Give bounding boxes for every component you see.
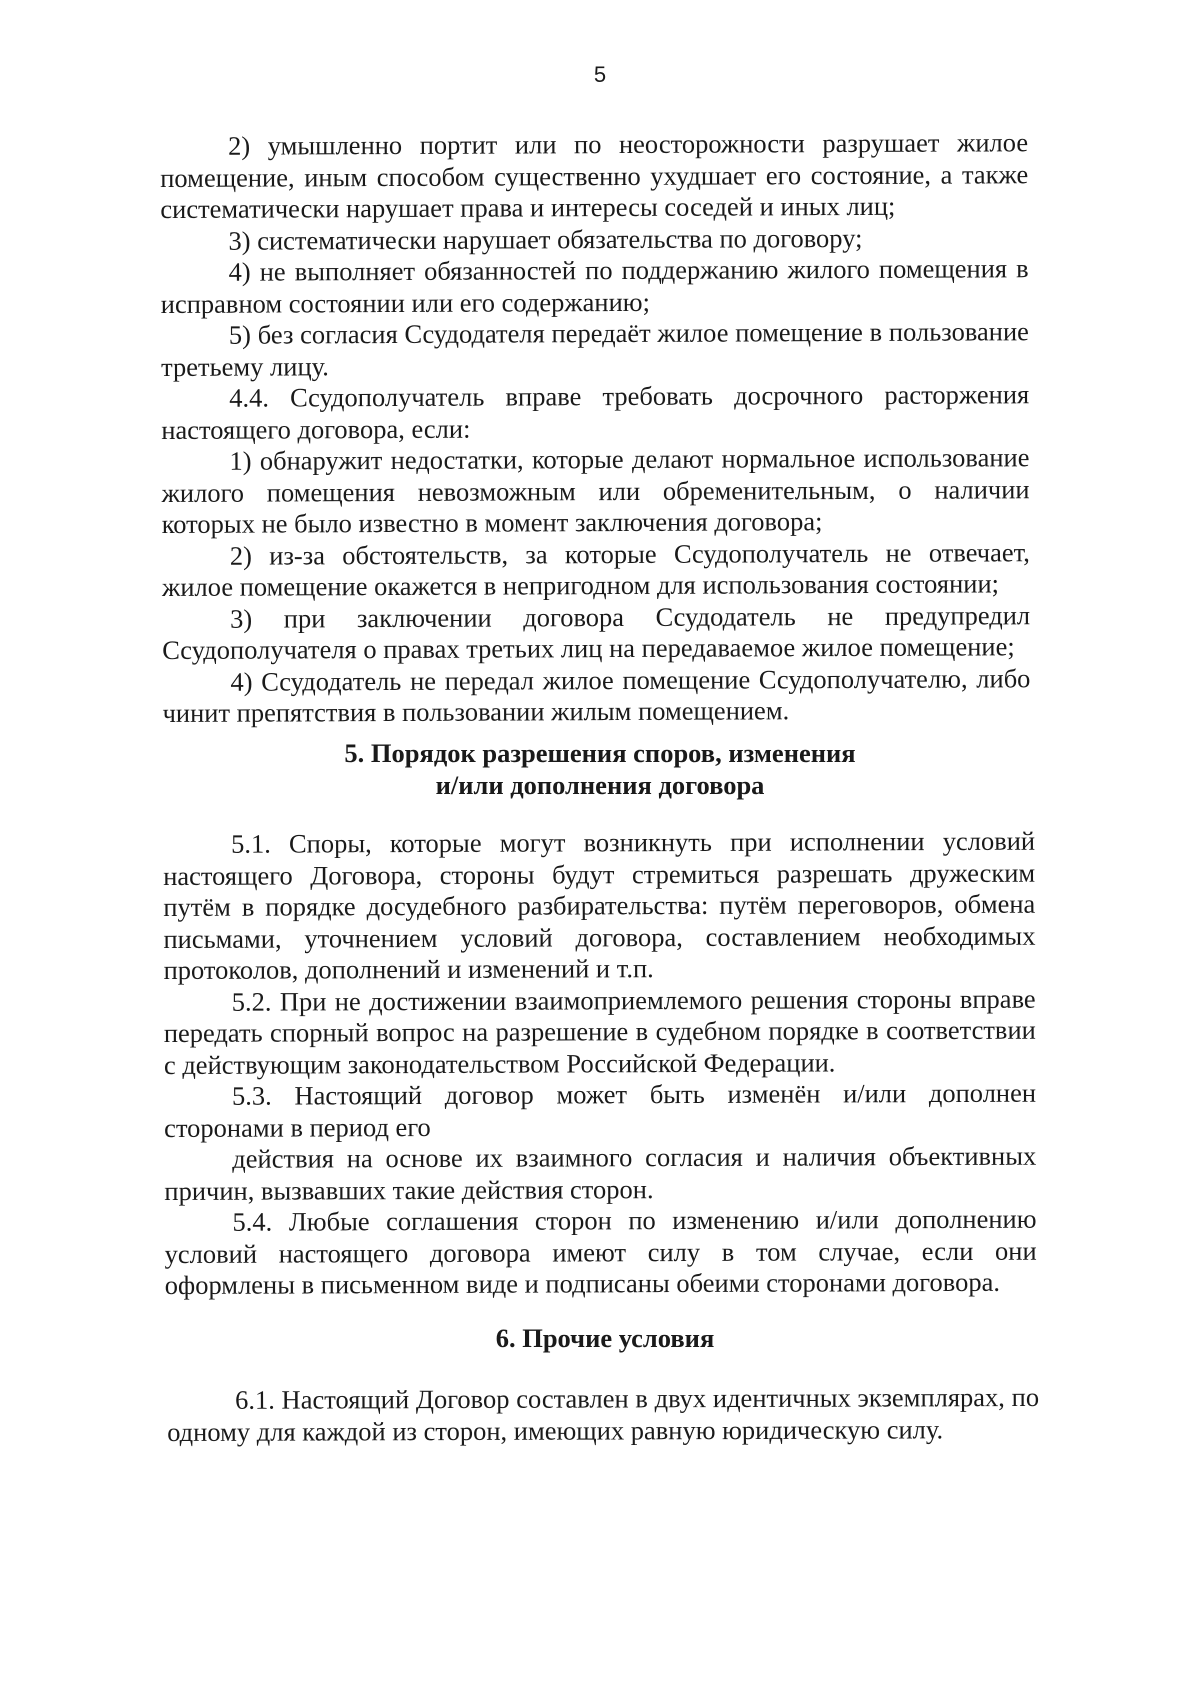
paragraph: 5) без согласия Ссудодателя передаёт жилое помещение в пользование третьему лицу.: [160, 316, 1029, 382]
paragraph: 5.2. При не достижении взаимоприемлемого решения стороны вправе передать спорный вопрос на разрешение в судебном порядке в соответствии с действующим законодательством Российской Федерации.: [163, 983, 1036, 1080]
paragraph: 2) из-за обстоятельств, за которые Ссудополучатель не отвечает, жилое помещение окажется в непригодном для использования состоянии;: [161, 536, 1030, 602]
paragraph: 5.3. Настоящий договор может быть изменён и/или дополнен сторонами в период его: [164, 1077, 1037, 1143]
section5-title-line2: и/или дополнения договора: [435, 770, 765, 800]
paragraph: 3) систематически нарушает обязательства по договору;: [228, 222, 863, 256]
paragraph: 4) Ссудодатель не передал жилое помещение Ссудополучателю, либо чинит препятствия в пользовании жилым помещением.: [162, 662, 1031, 728]
paragraph: 3) при заключении договора Ссудодатель не предупредил Ссудополучателя о правах третьих лиц на передаваемое жилое помещение;: [162, 599, 1031, 665]
section5-body: [163, 826, 1037, 1302]
paragraph: 5.4. Любые соглашения сторон по изменению и/или дополнению условий настоящего договора имеют силу в том случае, если они оформлены в письменном виде и подписаны обеими сторонами договора.: [164, 1203, 1037, 1300]
paragraph: 1) обнаружит недостатки, которые делают нормальное использование жилого помещения невозможным или обременительным, о наличии которых не было известно в момент заключения договора;: [161, 442, 1030, 539]
paragraph: 2) умышленно портит или по неосторожности разрушает жилое помещение, иным способом существенно ухудшает его состояние, а также систематически нарушает права и интересы соседей и иных лиц;: [160, 127, 1029, 224]
section6-body: [167, 1382, 1039, 1448]
section5-title-line1: 5. Порядок разрешения споров, изменения: [344, 738, 856, 768]
page-number: 5: [593, 62, 607, 87]
paragraph: 4.4. Ссудополучатель вправе требовать досрочного расторжения настоящего договора, если:: [161, 379, 1030, 445]
section4-continued: [160, 127, 1031, 729]
paragraph: действия на основе их взаимного согласия и наличия объективных причин, вызвавших такие действия сторон.: [164, 1140, 1037, 1206]
paragraph: 6.1. Настоящий Договор составлен в двух идентичных экземплярах, по одному для каждой из сторон, имеющих равную юридическую силу.: [167, 1381, 1040, 1447]
paragraph: 5.1. Споры, которые могут возникнуть при исполнении условий настоящего Договора, стороны будут стремиться разрешать дружеским путём в порядке досудебного разбирательства: путём переговоров, обмена письмами, уточнением условий договора, составлением необходимых протоколов, дополнений и изменений и т.п.: [163, 825, 1036, 985]
paragraph: 4) не выполняет обязанностей по поддержанию жилого помещения в исправном состоянии или его содержанию;: [160, 253, 1029, 319]
section6-title: 6. Прочие условия: [495, 1323, 715, 1353]
